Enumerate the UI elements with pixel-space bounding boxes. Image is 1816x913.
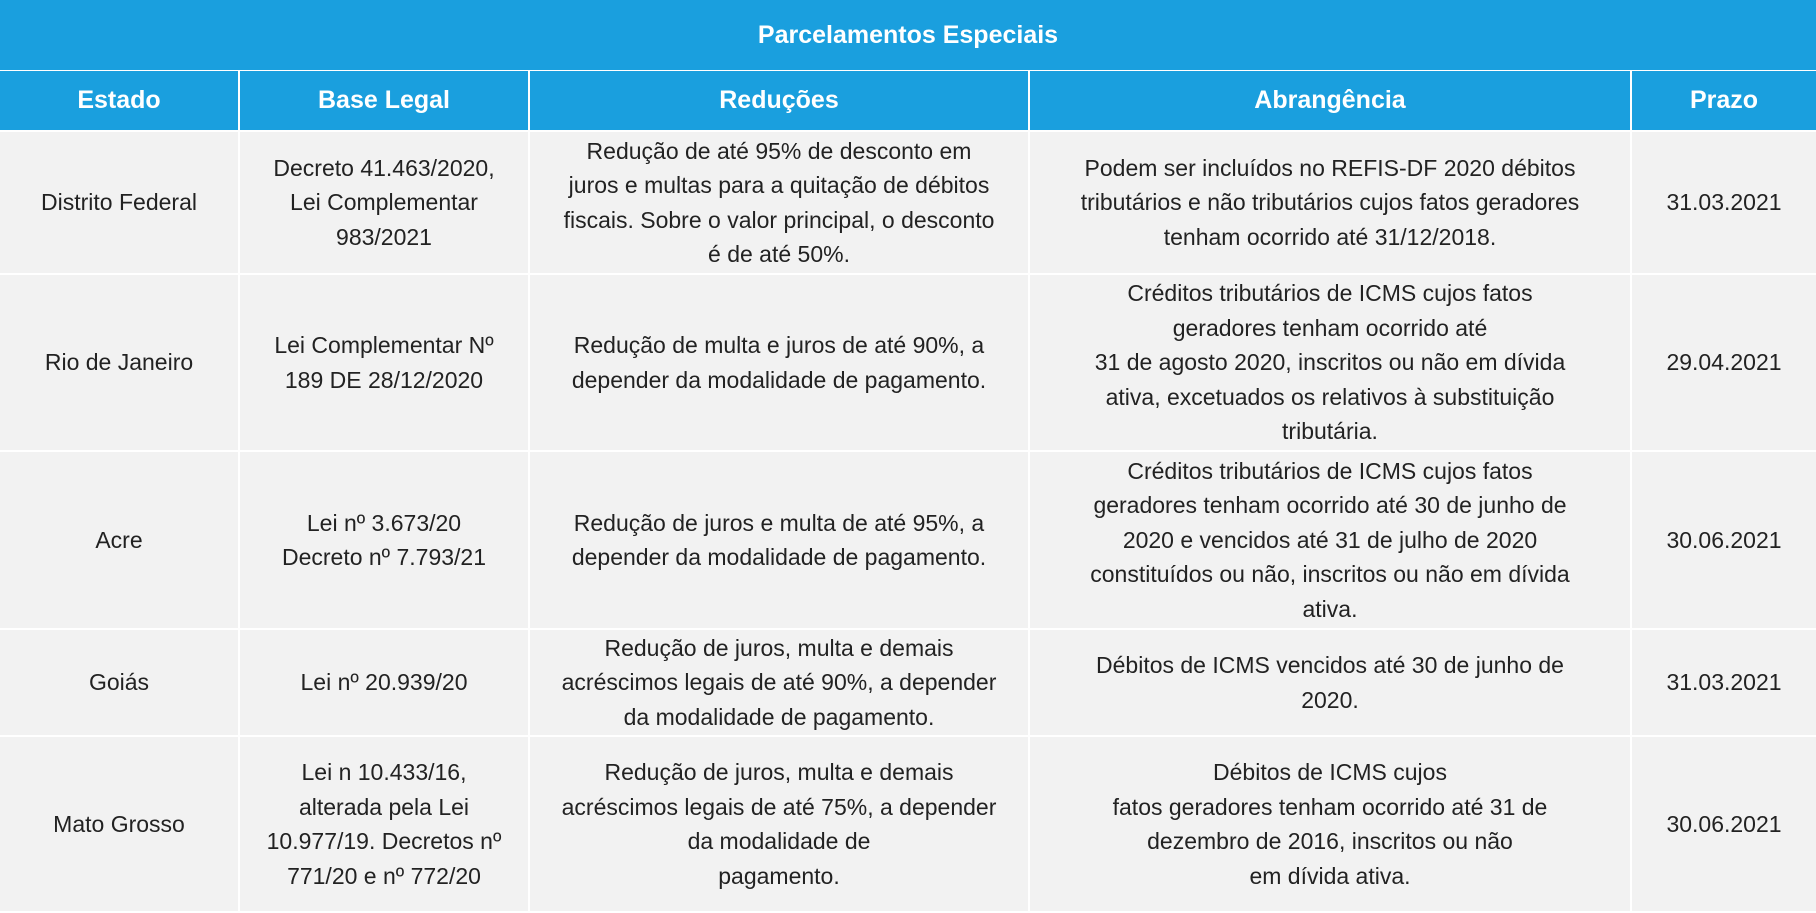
table-title: Parcelamentos Especiais: [0, 0, 1816, 70]
cell-prazo: 29.04.2021: [1632, 275, 1816, 450]
cell-reducoes: Redução de juros, multa e demais acréscimos legais de até 75%, a depender da modalidade de pagamento.: [530, 737, 1030, 911]
cell-estado: Rio de Janeiro: [0, 275, 240, 450]
cell-base-legal: Lei n 10.433/16, alterada pela Lei 10.977/19. Decretos nº 771/20 e nº 772/20: [240, 737, 530, 911]
cell-abrangencia: Débitos de ICMS vencidos até 30 de junho de 2020.: [1030, 630, 1632, 735]
cell-reducoes: Redução de até 95% de desconto em juros e multas para a quitação de débitos fiscais. Sobre o valor principal, o desconto é de até 50%.: [530, 132, 1030, 273]
cell-prazo: 31.03.2021: [1632, 132, 1816, 273]
cell-abrangencia: Podem ser incluídos no REFIS-DF 2020 débitos tributários e não tributários cujos fatos geradores tenham ocorrido até 31/12/2018.: [1030, 132, 1632, 273]
cell-base-legal: Lei nº 3.673/20 Decreto nº 7.793/21: [240, 452, 530, 628]
cell-estado: Mato Grosso: [0, 737, 240, 911]
table-row: [0, 273, 1816, 450]
cell-abrangencia: Débitos de ICMS cujos fatos geradores tenham ocorrido até 31 de dezembro de 2016, inscritos ou não em dívida ativa.: [1030, 737, 1632, 911]
header-abrangencia: Abrangência: [1030, 71, 1632, 130]
cell-estado: Goiás: [0, 630, 240, 735]
header-reducoes: Reduções: [530, 71, 1030, 130]
cell-reducoes: Redução de juros e multa de até 95%, a depender da modalidade de pagamento.: [530, 452, 1030, 628]
header-prazo: Prazo: [1632, 71, 1816, 130]
cell-base-legal: Decreto 41.463/2020, Lei Complementar 983/2021: [240, 132, 530, 273]
cell-base-legal: Lei Complementar Nº 189 DE 28/12/2020: [240, 275, 530, 450]
cell-estado: Acre: [0, 452, 240, 628]
cell-prazo: 30.06.2021: [1632, 737, 1816, 911]
table-row: [0, 450, 1816, 628]
cell-estado: Distrito Federal: [0, 132, 240, 273]
table-header-row: [0, 71, 1816, 130]
cell-base-legal: Lei nº 20.939/20: [240, 630, 530, 735]
header-base-legal: Base Legal: [240, 71, 530, 130]
table-row: [0, 735, 1816, 911]
table-row: [0, 628, 1816, 735]
table-row: [0, 130, 1816, 273]
cell-reducoes: Redução de multa e juros de até 90%, a depender da modalidade de pagamento.: [530, 275, 1030, 450]
cell-reducoes: Redução de juros, multa e demais acréscimos legais de até 90%, a depender da modalidade de pagamento.: [530, 630, 1030, 735]
cell-prazo: 31.03.2021: [1632, 630, 1816, 735]
cell-abrangencia: Créditos tributários de ICMS cujos fatos geradores tenham ocorrido até 30 de junho de 2020 e vencidos até 31 de julho de 2020 constituídos ou não, inscritos ou não em dívida ativa.: [1030, 452, 1632, 628]
header-estado: Estado: [0, 71, 240, 130]
cell-abrangencia: Créditos tributários de ICMS cujos fatos geradores tenham ocorrido até 31 de agosto 2020, inscritos ou não em dívida ativa, excetuados os relativos à substituição tributária.: [1030, 275, 1632, 450]
cell-prazo: 30.06.2021: [1632, 452, 1816, 628]
